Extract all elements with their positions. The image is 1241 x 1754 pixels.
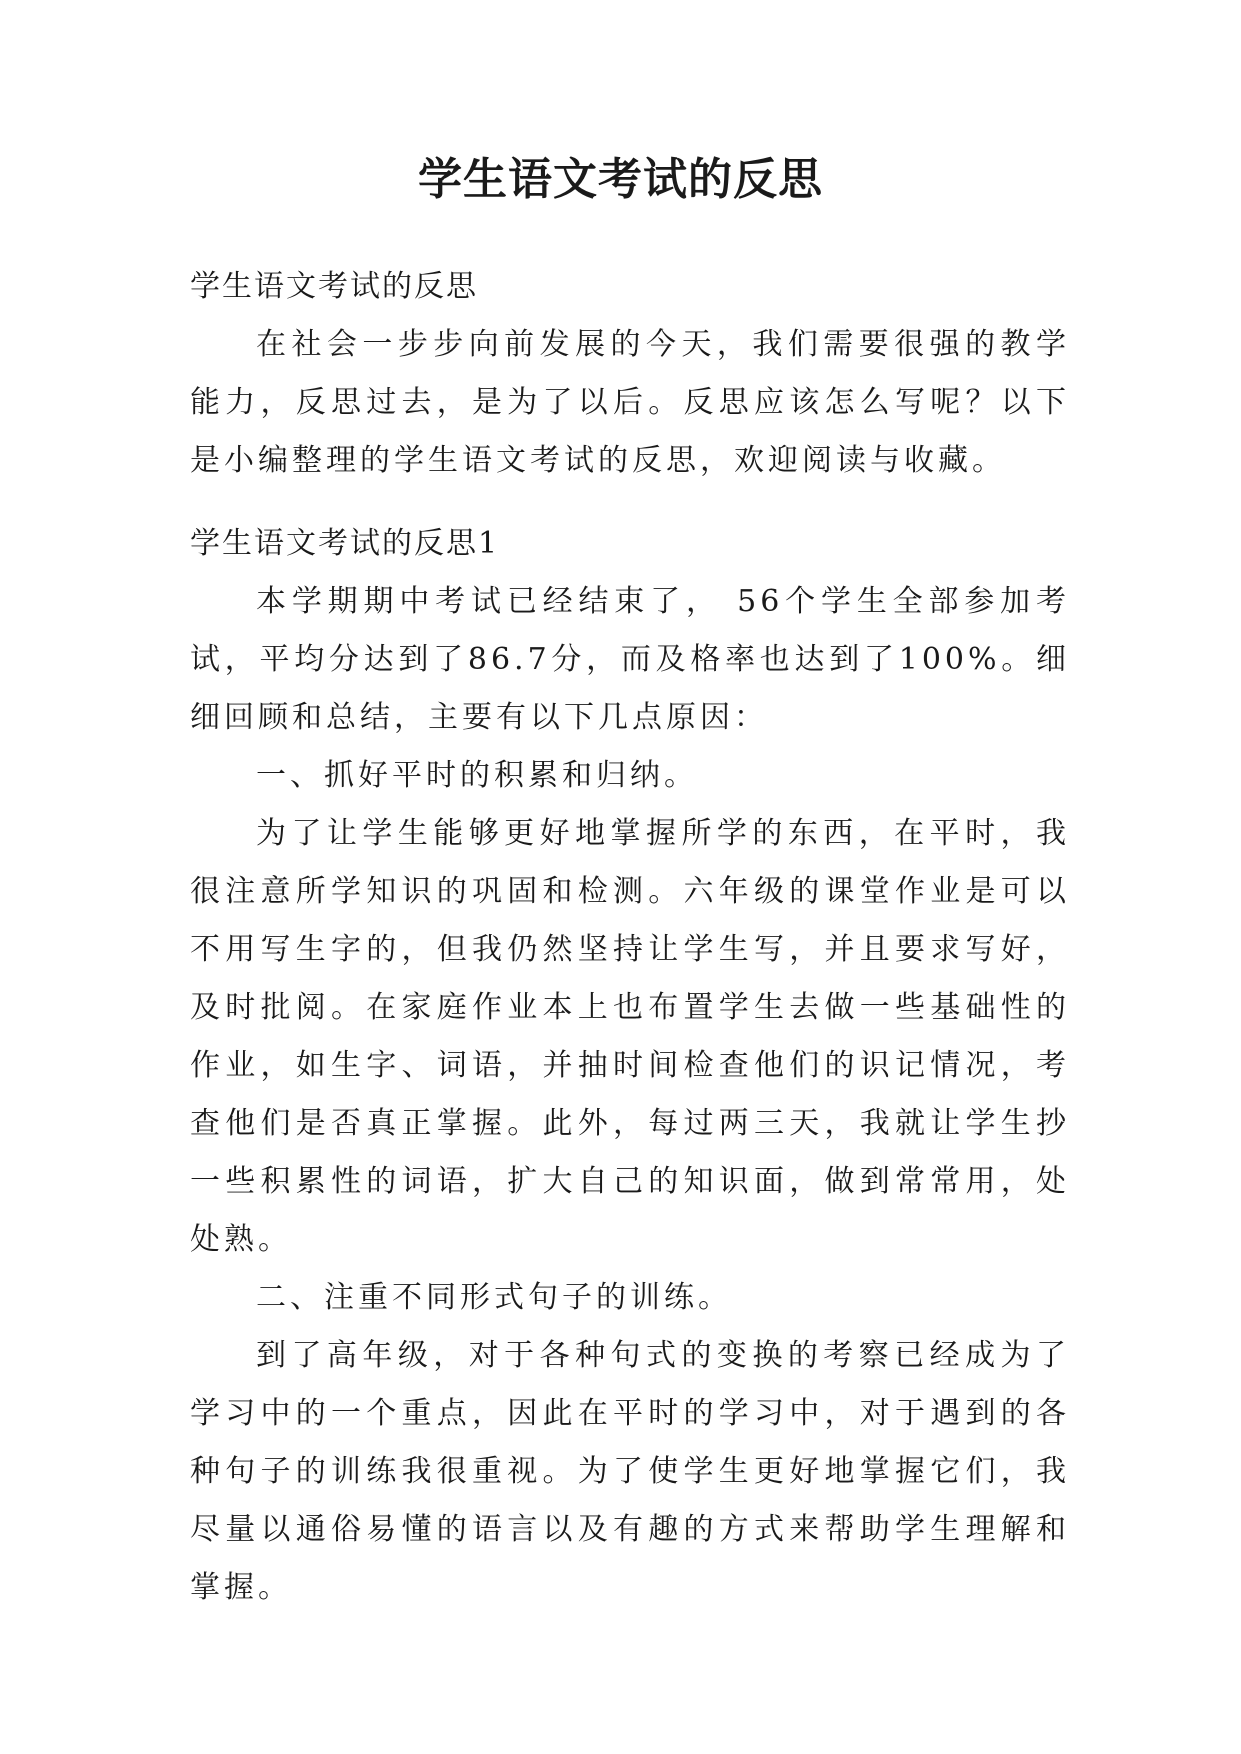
section-1-paragraph-2: 为了让学生能够更好地掌握所学的东西，在平时，我很注意所学知识的巩固和检测。六年级的课堂作业是可以不用写生字的，但我仍然坚持让学生写，并且要求写好，及时批阅。在家庭作业本上也布置学生去做一些基础性的作业，如生字、词语，并抽时间检查他们的识记情况，考查他们是否真正掌握。此外，每过两三天，我就让学生抄一些积累性的词语，扩大自己的知识面，做到常常用，处处熟。	[190, 816, 1070, 1257]
section-1-paragraph-1: 本学期期中考试已经结束了， 56个学生全部参加考试，平均分达到了86.7分，而及格率也达到了100%。细细回顾和总结，主要有以下几点原因：	[190, 584, 1070, 735]
section-1	[190, 515, 1070, 1617]
intro-paragraph: 在社会一步步向前发展的今天，我们需要很强的教学能力，反思过去，是为了以后。反思应该怎么写呢？以下是小编整理的学生语文考试的反思，欢迎阅读与收藏。	[190, 327, 1070, 478]
section-1-label: 学生语文考试的反思1	[190, 526, 500, 561]
section-1-heading-2: 二、注重不同形式句子的训练。	[256, 1280, 732, 1315]
section-1-paragraph-3: 到了高年级，对于各种句式的变换的考察已经成为了学习中的一个重点，因此在平时的学习中，对于遇到的各种句子的训练我很重视。为了使学生更好地掌握它们，我尽量以通俗易懂的语言以及有趣的方式来帮助学生理解和掌握。	[190, 1338, 1070, 1605]
section-1-heading-1: 一、抓好平时的积累和归纳。	[256, 758, 698, 793]
intro-section	[190, 258, 1070, 490]
document-title: 学生语文考试的反思	[418, 154, 823, 205]
intro-label: 学生语文考试的反思	[190, 269, 478, 304]
